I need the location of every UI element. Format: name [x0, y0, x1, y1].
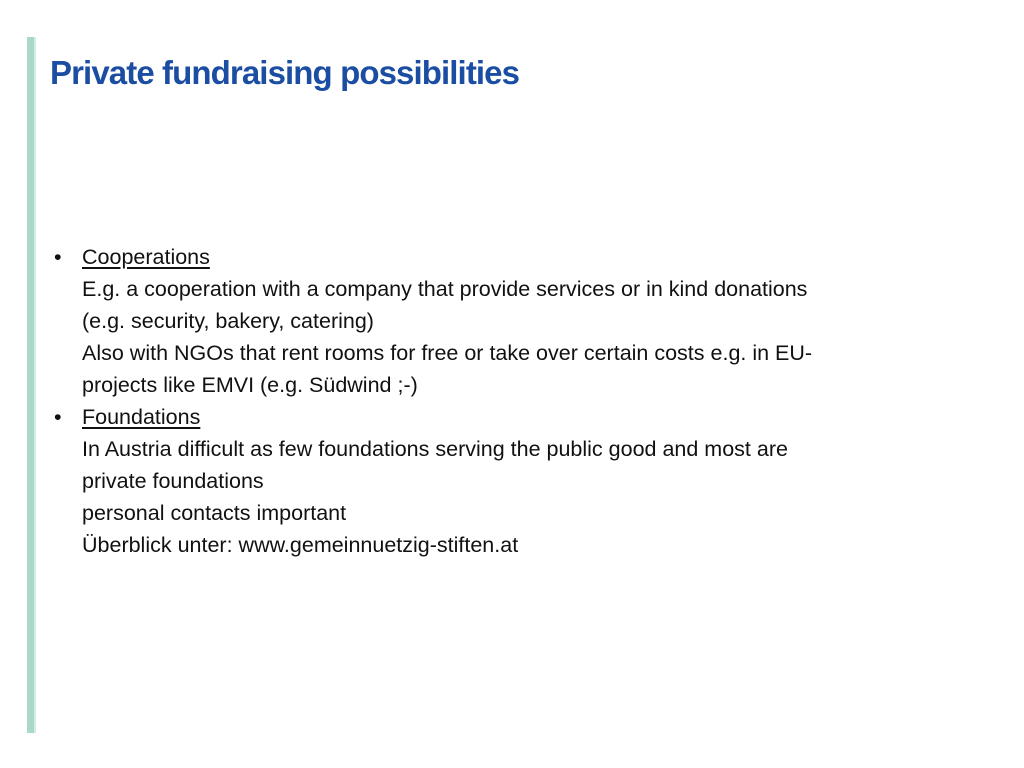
bullet-text-line: Überblick unter: www.gemeinnuetzig-stiften.at — [82, 533, 519, 557]
accent-bar-edge — [34, 37, 36, 733]
bullet-text-line: E.g. a cooperation with a company that provide services or in kind donations — [82, 277, 808, 301]
bullet-icon: • — [54, 405, 62, 429]
bullet-text-line: projects like EMVI (e.g. Südwind ;-) — [82, 373, 418, 397]
accent-bar — [27, 37, 34, 733]
bullet-item-foundations — [54, 401, 954, 561]
bullet-item-cooperations — [54, 241, 954, 401]
bullet-text-line: In Austria difficult as few foundations serving the public good and most are — [82, 437, 788, 461]
bullet-heading-cooperations: Cooperations — [82, 245, 210, 269]
slide-title: Private fundraising possibilities — [50, 54, 520, 91]
bullet-text-line: (e.g. security, bakery, catering) — [82, 309, 374, 333]
bullet-icon: • — [54, 245, 62, 269]
slide-content — [54, 241, 954, 561]
bullet-text-line: Also with NGOs that rent rooms for free or take over certain costs e.g. in EU- — [82, 341, 813, 365]
bullet-text-line: personal contacts important — [82, 501, 347, 525]
bullet-heading-foundations: Foundations — [82, 405, 201, 429]
bullet-text-line: private foundations — [82, 469, 264, 493]
